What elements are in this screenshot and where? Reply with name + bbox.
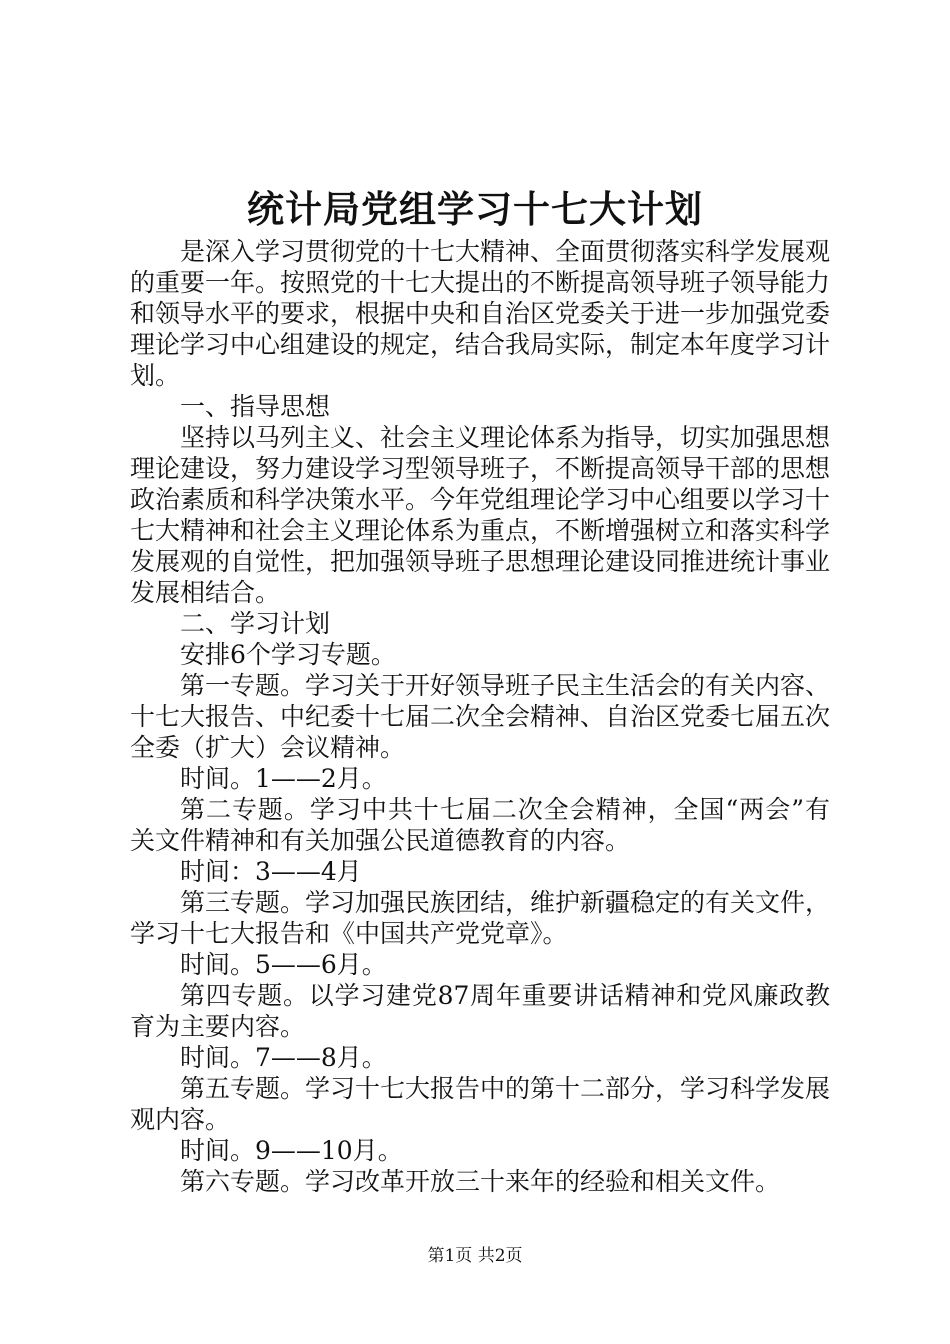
topic-1-time: 时间。1——2月。 — [180, 764, 387, 793]
topic-2-time: 时间：3——4月 — [180, 857, 362, 886]
intro-paragraph: 是深入学习贯彻党的十七大精神、全面贯彻落实科学发展观的重要一年。按照党的十七大提出的不断提高领导班子领导能力和领导水平的要求，根据中央和自治区党委关于进一步加强党委理论学习中心组建设的规定，结合我局实际，制定本年度学习计划。 — [130, 237, 831, 390]
topic-3: 第三专题。学习加强民族团结，维护新疆稳定的有关文件，学习十七大报告和《中国共产党党章》。 — [130, 888, 831, 948]
document-body — [130, 236, 830, 1197]
topic-4-time: 时间。7——8月。 — [180, 1043, 387, 1072]
topic-1: 第一专题。学习关于开好领导班子民主生活会的有关内容、十七大报告、中纪委十七届二次全会精神、自治区党委七届五次全委（扩大）会议精神。 — [130, 671, 831, 762]
topic-4: 第四专题。以学习建党87周年重要讲话精神和党风廉政教育为主要内容。 — [130, 981, 830, 1041]
topic-5-time: 时间。9——10月。 — [180, 1136, 403, 1165]
section-heading-guiding-thought: 一、指导思想 — [180, 392, 331, 421]
document-title: 统计局党组学习十七大计划 — [247, 187, 703, 231]
topic-2: 第二专题。学习中共十七届二次全会精神，全国“两会”有关文件精神和有关加强公民道德教育的内容。 — [130, 795, 830, 855]
guiding-thought-paragraph: 坚持以马列主义、社会主义理论体系为指导，切实加强思想理论建设，努力建设学习型领导班子，不断提高领导干部的思想政治素质和科学决策水平。今年党组理论学习中心组要以学习十七大精神和社会主义理论体系为重点，不断增强树立和落实科学发展观的自觉性，把加强领导班子思想理论建设同推进统计事业发展相结合。 — [130, 423, 831, 607]
topic-5: 第五专题。学习十七大报告中的第十二部分，学习科学发展观内容。 — [130, 1074, 831, 1134]
page-number-footer: 第1页 共2页 — [427, 1246, 523, 1266]
study-plan-summary: 安排6个学习专题。 — [180, 640, 396, 669]
topic-6: 第六专题。学习改革开放三十来年的经验和相关文件。 — [180, 1167, 781, 1196]
topic-3-time: 时间。5——6月。 — [180, 950, 387, 979]
section-heading-study-plan: 二、学习计划 — [180, 609, 331, 638]
